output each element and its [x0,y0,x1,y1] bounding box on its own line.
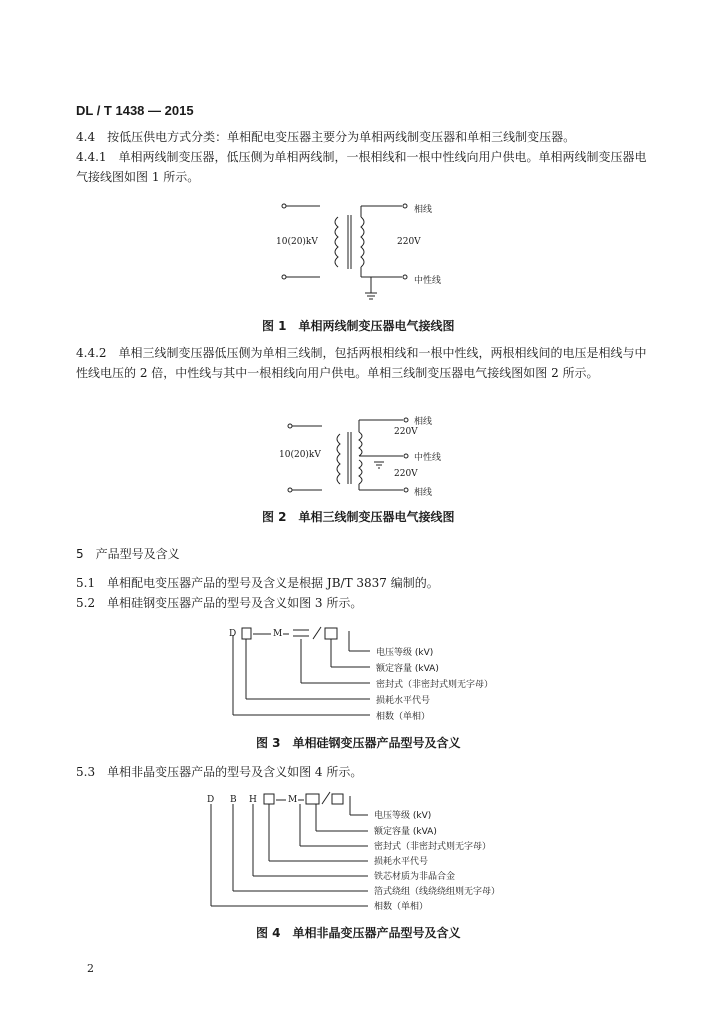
fig4-letter-d: D [207,795,215,805]
clause-5-3: 5.3 单相非晶变压器产品的型号及含义如图 4 所示。 [76,765,363,779]
fig4-letter-b: B [230,795,237,805]
fig4-label-voltage: 电压等级 (kV) [374,811,432,821]
fig1-phase-label: 相线 [414,205,433,215]
fig4-label-foil-winding: 箔式绕组（线绕绕组则无字母） [374,887,501,897]
fig4-letter-h: H [249,795,257,805]
fig1-neutral-label: 中性线 [414,276,442,286]
fig1-lv-label: 220V [397,237,421,247]
fig4-label-capacity: 额定容量 (kVA) [374,827,437,837]
fig1-caption: 图 1 单相两线制变压器电气接线图 [262,319,455,333]
fig4-letter-m: M [288,795,298,805]
fig3-label-loss-level: 损耗水平代号 [376,696,431,706]
document-header: DL / T 1438 — 2015 [76,103,194,118]
fig2-phase-top-label: 相线 [414,417,433,427]
fig3-label-sealed: 密封式（非密封式则无字母） [376,680,494,690]
fig2-phase-bottom-label: 相线 [414,488,433,498]
fig3-label-capacity: 额定容量 (kVA) [376,664,439,674]
fig3-caption: 图 3 单相硅钢变压器产品型号及含义 [256,736,461,750]
fig2-caption: 图 2 单相三线制变压器电气接线图 [262,510,455,524]
figure-3-model-diagram [225,625,395,725]
fig4-label-loss-level: 损耗水平代号 [374,857,429,867]
fig1-hv-label: 10(20)kV [276,237,318,247]
clause-4-4-1: 4.4.1 单相两线制变压器，低压侧为单相两线制，一根相线和一根中性线向用户供电。单相两线制变压器电气接线图如图 1 所示。 [76,150,647,184]
page-number: 2 [87,962,94,975]
fig4-label-amorphous-core: 铁芯材质为非晶合金 [374,872,456,882]
fig4-label-sealed: 密封式（非密封式则无字母） [374,842,492,852]
fig2-lv-top-label: 220V [394,427,418,437]
fig3-letter-d: D [229,629,237,639]
clause-5-1: 5.1 单相配电变压器产品的型号及含义是根据 JB/T 3837 编制的。 [76,576,439,590]
section-5-heading: 5 产品型号及含义 [76,547,180,561]
fig2-neutral-label: 中性线 [414,453,442,463]
fig2-hv-label: 10(20)kV [279,450,321,460]
fig3-letter-m: M [273,629,283,639]
fig3-label-voltage: 电压等级 (kV) [376,648,434,658]
clause-5-2: 5.2 单相硅钢变压器产品的型号及含义如图 3 所示。 [76,596,363,610]
fig4-caption: 图 4 单相非晶变压器产品型号及含义 [256,926,461,940]
fig4-label-phase: 相数（单相） [374,902,429,912]
figure-4-model-diagram [200,790,380,915]
clause-4-4: 4.4 按低压供电方式分类：单相配电变压器主要分为单相两线制变压器和单相三线制变压器。 [76,130,576,144]
figure-1-wiring-diagram [270,195,490,305]
fig3-label-phase: 相数（单相） [376,712,431,722]
clause-4-4-2: 4.4.2 单相三线制变压器低压侧为单相三线制，包括两根相线和一根中性线，两根相线间的电压是相线与中性线电压的 2 倍，中性线与其中一根相线向用户供电。单相三线制变压器电气接线图如图 2 所示。 [76,346,647,380]
fig2-lv-bottom-label: 220V [394,469,418,479]
